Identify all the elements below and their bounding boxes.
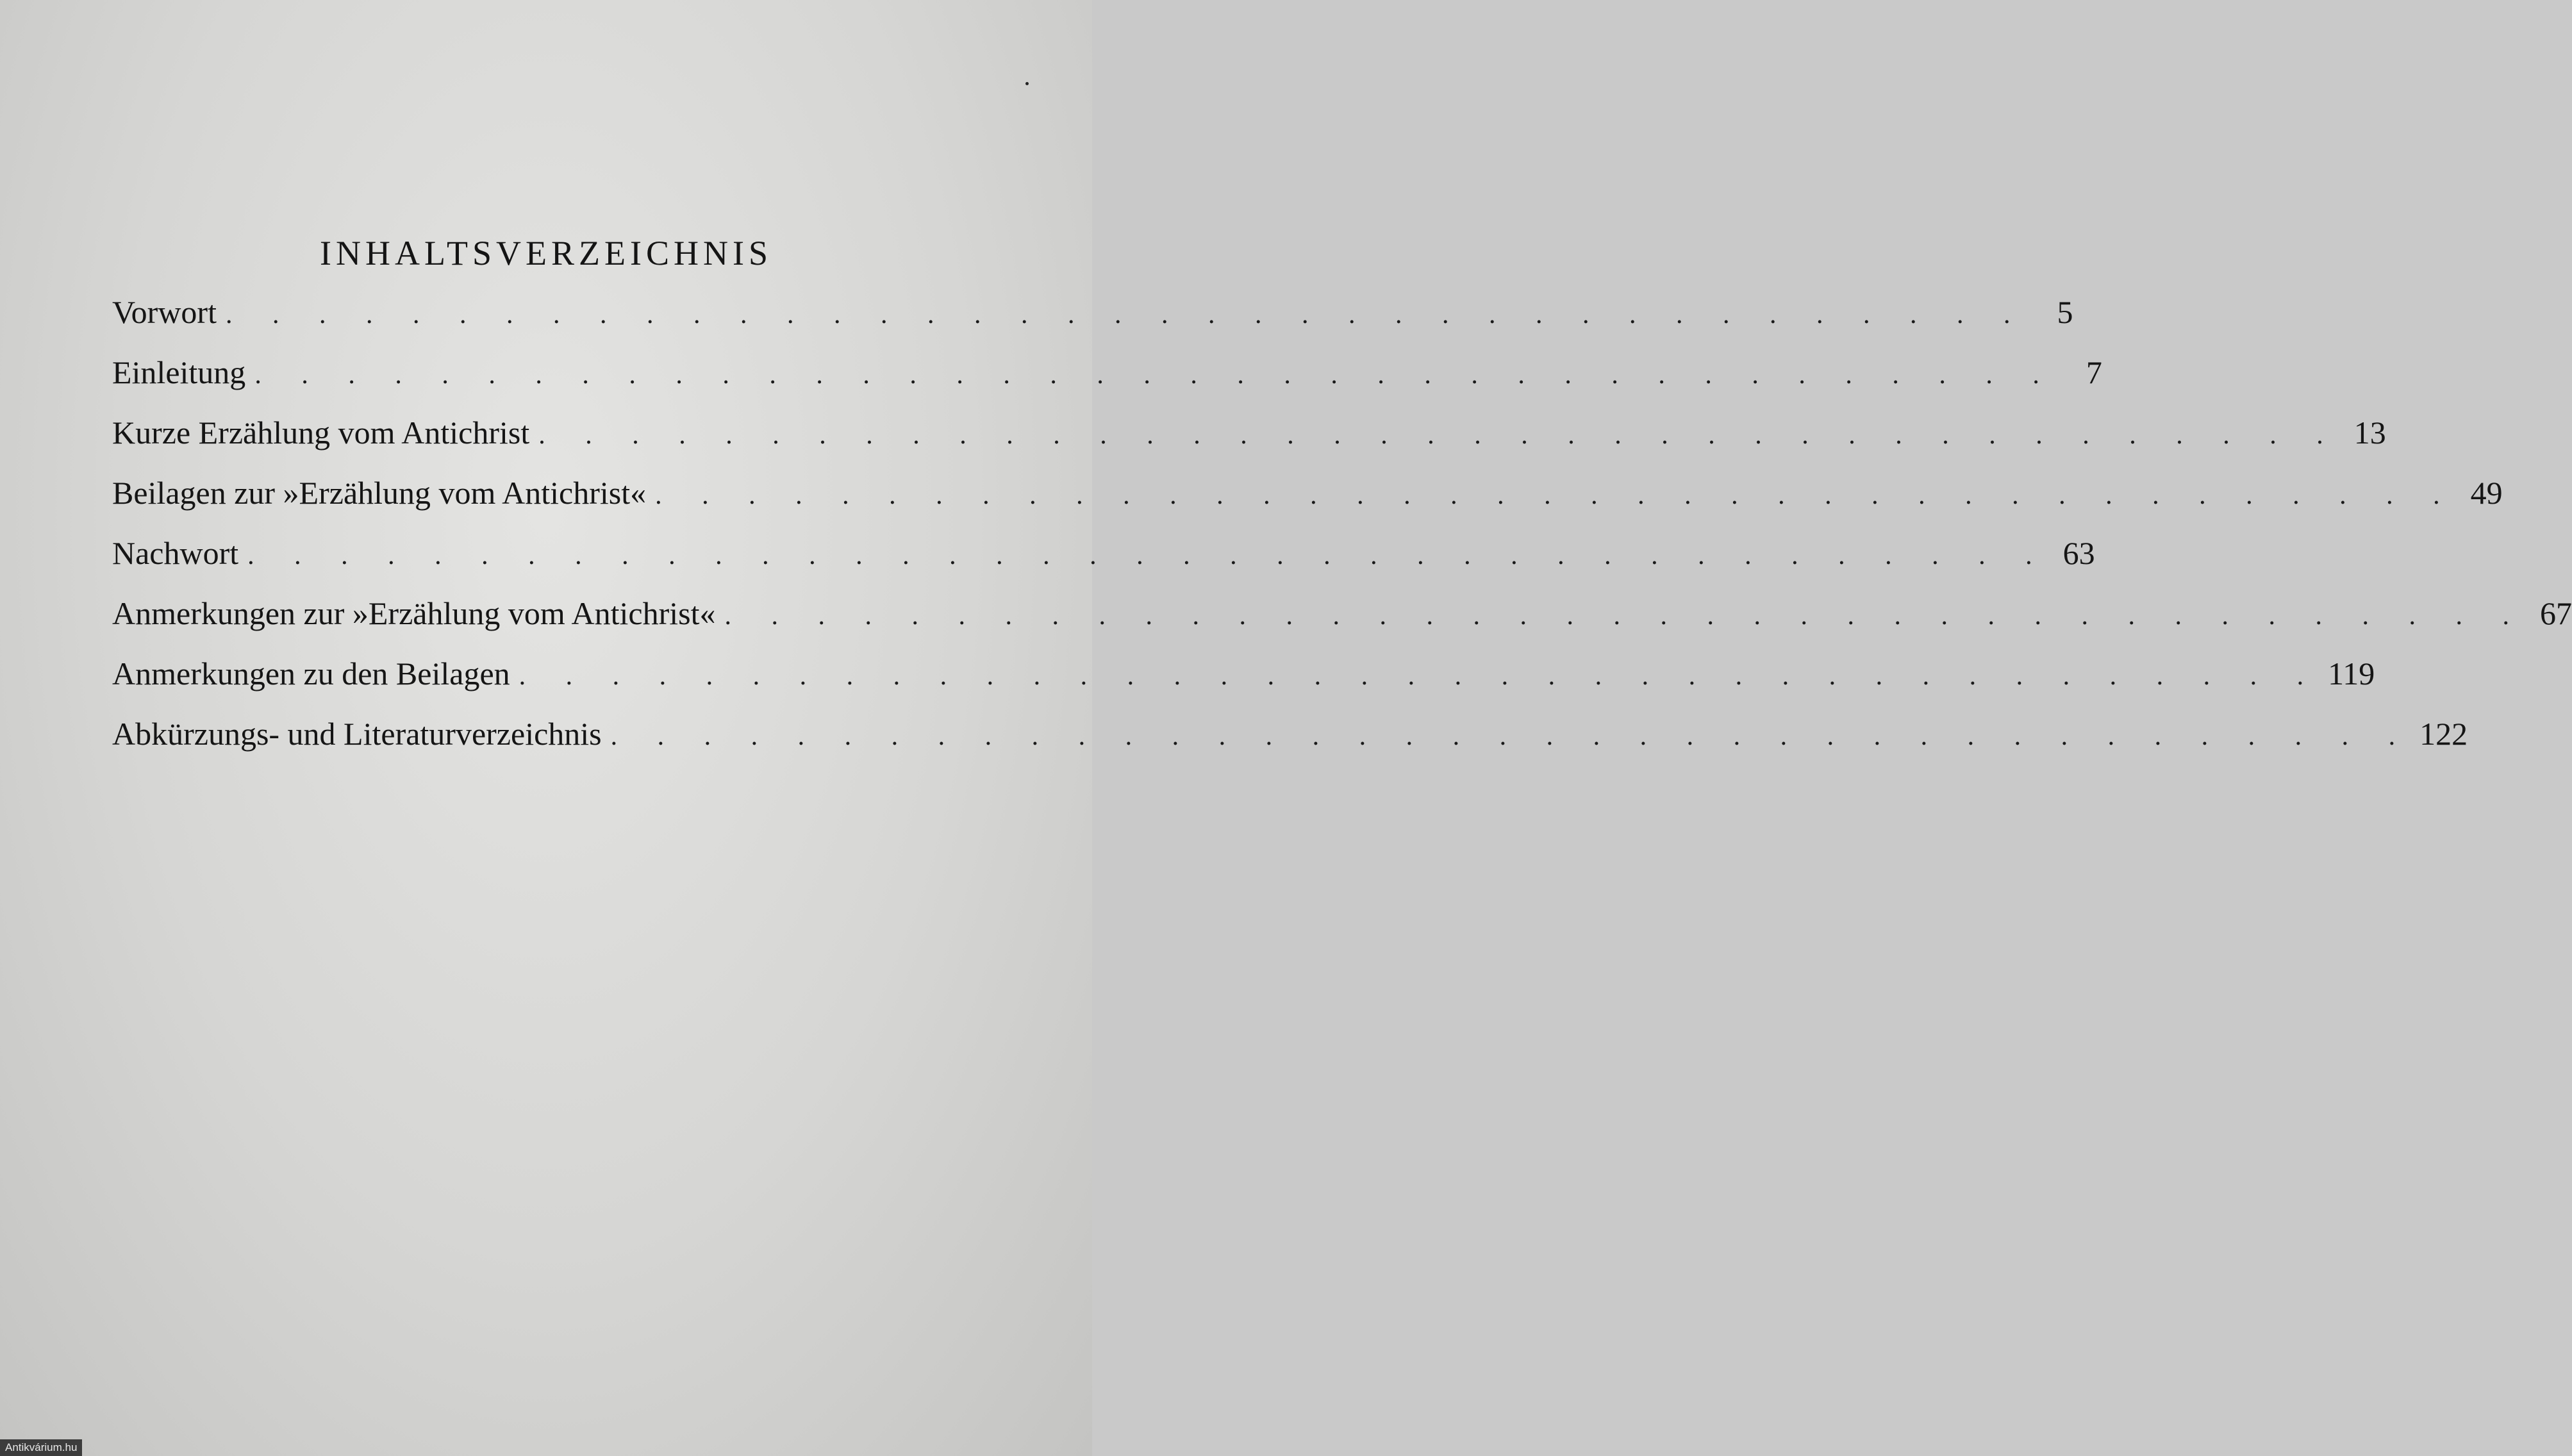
toc-entry-label: Nachwort	[112, 535, 239, 571]
toc-entry	[112, 354, 2102, 414]
toc-entry-page: 13	[2353, 415, 2386, 451]
toc-entry-label: Einleitung	[112, 354, 246, 390]
toc-entry-label: Abkürzungs- und Literaturverzeichnis	[112, 716, 602, 752]
toc-leader-dots: . . . . . . . . . . . . . . . . . . . . . . . . . . . . . . . . . . . . . . .	[724, 601, 2526, 631]
toc-entry-page: 7	[2086, 354, 2102, 390]
toc-entry	[112, 414, 2386, 474]
watermark-label: Antikvárium.hu	[0, 1439, 82, 1456]
toc-entry-label: Beilagen zur »Erzählung vom Antichrist«	[112, 475, 647, 511]
toc-entry-page: 5	[2057, 294, 2073, 330]
paper-speck	[1025, 82, 1029, 85]
toc-entry-label: Anmerkungen zur »Erzählung vom Antichrist«	[112, 595, 716, 631]
toc-leader-dots: . . . . . . . . . . . . . . . . . . . . . . . . . . . . . . . . . . . . . . .	[519, 661, 2321, 691]
toc-entry-page: 63	[2062, 535, 2095, 571]
toc-entry	[112, 595, 2572, 655]
toc-leader-dots: . . . . . . . . . . . . . . . . . . . . . . . . . . . . . . . . . . . . . . .	[225, 300, 2027, 329]
page-title: INHALTSVERZEICHNIS	[320, 234, 772, 273]
toc-entry-label: Anmerkungen zu den Beilagen	[112, 656, 510, 691]
toc-entry-page: 67	[2539, 595, 2572, 631]
table-of-contents	[112, 294, 2572, 775]
toc-entry-page: 122	[2419, 716, 2468, 752]
toc-entry-label: Vorwort	[112, 294, 217, 330]
toc-leader-dots: . . . . . . . . . . . . . . . . . . . . . . . . . . . . . . . . . . . . . . .	[538, 420, 2340, 450]
toc-leader-dots: . . . . . . . . . . . . . . . . . . . . . . . . . . . . . . . . . . . . . . .	[254, 360, 2056, 390]
toc-leader-dots: . . . . . . . . . . . . . . . . . . . . . . . . . . . . . . . . . . . . . . .	[610, 722, 2412, 751]
toc-entry-label: Kurze Erzählung vom Antichrist	[112, 415, 530, 451]
toc-entry	[112, 474, 2503, 534]
toc-entry-page: 49	[2470, 475, 2503, 511]
toc-leader-dots: . . . . . . . . . . . . . . . . . . . . . . . . . . . . . . . . . . . . . . .	[247, 541, 2049, 570]
toc-entry	[112, 534, 2095, 595]
toc-entry	[112, 294, 2073, 354]
toc-entry	[112, 655, 2375, 715]
toc-leader-dots: . . . . . . . . . . . . . . . . . . . . . . . . . . . . . . . . . . . . . . .	[655, 481, 2457, 510]
toc-entry-page: 119	[2328, 656, 2375, 691]
toc-entry	[112, 715, 2468, 775]
